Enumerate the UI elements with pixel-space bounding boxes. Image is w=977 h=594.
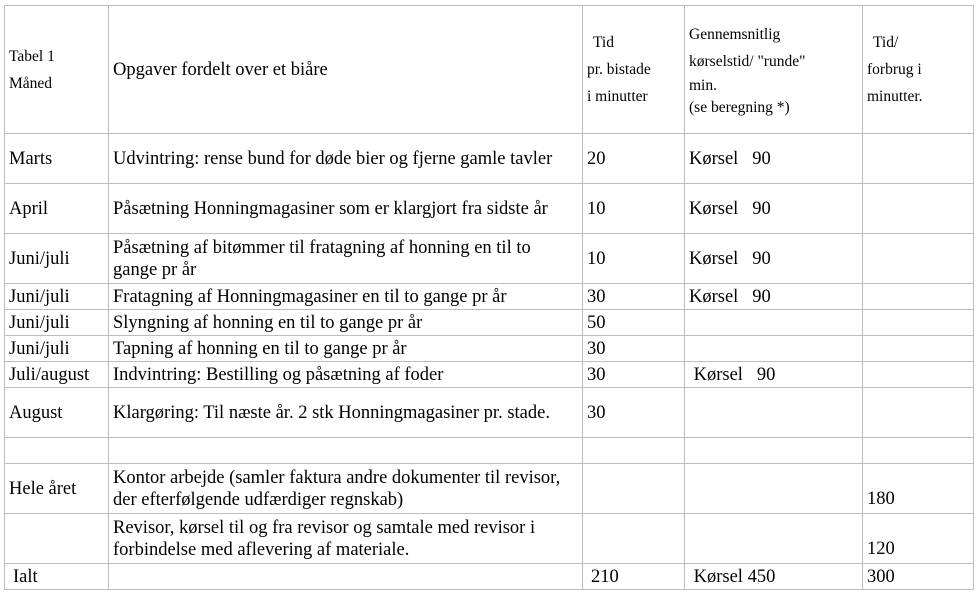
task-cell: Udvintring: rense bund for døde bier og fjerne gamle tavler [109,134,583,184]
usage-cell [863,134,974,184]
usage-cell: 180 [863,464,974,514]
task-cell: Fratagning af Honningmagasiner en til to gange pr år [109,284,583,310]
table-row [5,336,974,362]
month-cell: Juni/juli [5,336,109,362]
time-cell: 50 [583,310,685,336]
drive-cell: Kørsel 90 [685,234,863,284]
time-cell [583,464,685,514]
table-row [5,134,974,184]
header-usage-line-1: Tid/ [873,34,899,51]
header-month [5,6,109,134]
header-drive-line-3: min. [689,76,717,94]
usage-cell [863,362,974,388]
usage-cell [863,284,974,310]
header-drive-line-2: kørselstid/ "runde" [689,52,806,70]
task-cell: Revisor, kørsel til og fra revisor og samtale med revisor i forbindelse med aflevering af materiale. [109,514,583,564]
drive-cell [685,464,863,514]
total-usage-cell: 300 [863,564,974,590]
drive-cell [685,336,863,362]
table-row [5,310,974,336]
total-drive-cell: Kørsel 450 [685,564,863,590]
header-drive [685,6,863,134]
time-cell: 20 [583,134,685,184]
total-label-cell: Ialt [5,564,109,590]
usage-cell [863,388,974,438]
time-cell: 30 [583,284,685,310]
table-row [5,234,974,284]
drive-cell [685,388,863,438]
header-drive-line-1: Gennemsnitlig [689,25,781,43]
drive-cell: Kørsel 90 [685,362,863,388]
month-cell: Juni/juli [5,234,109,284]
time-cell: 30 [583,336,685,362]
usage-cell [863,336,974,362]
table-row [5,362,974,388]
header-month-line-1: Tabel 1 [9,47,55,65]
task-cell: Påsætning af bitømmer til fratagning af honning en til to gange pr år [109,234,583,284]
task-cell [109,564,583,590]
month-cell [5,514,109,564]
usage-cell [863,438,974,464]
table-row [5,514,974,564]
month-cell: April [5,184,109,234]
month-cell: Juni/juli [5,310,109,336]
task-cell [109,438,583,464]
usage-cell: 120 [863,514,974,564]
table-row-empty [5,438,974,464]
month-cell: Hele året [5,464,109,514]
table-row [5,184,974,234]
header-usage-line-3: minutter. [867,88,923,105]
header-month-line-2: Måned [9,74,53,92]
header-usage [863,6,974,134]
drive-cell [685,310,863,336]
table-row [5,464,974,514]
header-usage-line-2: forbrug i [867,61,922,78]
time-cell [583,438,685,464]
usage-cell [863,234,974,284]
time-cell [583,514,685,564]
month-cell: Marts [5,134,109,184]
total-time-cell: 210 [583,564,685,590]
drive-cell: Kørsel 90 [685,184,863,234]
month-cell: Juli/august [5,362,109,388]
header-time-line-1: Tid [593,34,614,51]
time-cell: 30 [583,388,685,438]
header-drive-line-4: (se beregning *) [689,98,790,116]
drive-cell: Kørsel 90 [685,284,863,310]
time-cell: 10 [583,234,685,284]
total-row [5,564,974,590]
header-tasks: Opgaver fordelt over et biåre [109,6,583,134]
drive-cell [685,514,863,564]
task-cell: Indvintring: Bestilling og påsætning af foder [109,362,583,388]
task-cell: Påsætning Honningmagasiner som er klargjort fra sidste år [109,184,583,234]
month-cell [5,438,109,464]
usage-cell [863,310,974,336]
time-cell: 10 [583,184,685,234]
drive-cell: Kørsel 90 [685,134,863,184]
header-time-line-2: pr. bistade [587,61,651,78]
usage-cell [863,184,974,234]
beekeeping-task-table [4,5,974,590]
header-row [5,6,974,134]
task-cell: Slyngning af honning en til to gange pr år [109,310,583,336]
drive-cell [685,438,863,464]
task-cell: Klargøring: Til næste år. 2 stk Honningmagasiner pr. stade. [109,388,583,438]
time-cell: 30 [583,362,685,388]
month-cell: Juni/juli [5,284,109,310]
table-row [5,388,974,438]
header-time-line-3: i minutter [587,88,648,105]
task-cell: Kontor arbejde (samler faktura andre dokumenter til revisor, der efterfølgende udfærdiger regnskab) [109,464,583,514]
task-cell: Tapning af honning en til to gange pr år [109,336,583,362]
month-cell: August [5,388,109,438]
table-row [5,284,974,310]
header-time [583,6,685,134]
